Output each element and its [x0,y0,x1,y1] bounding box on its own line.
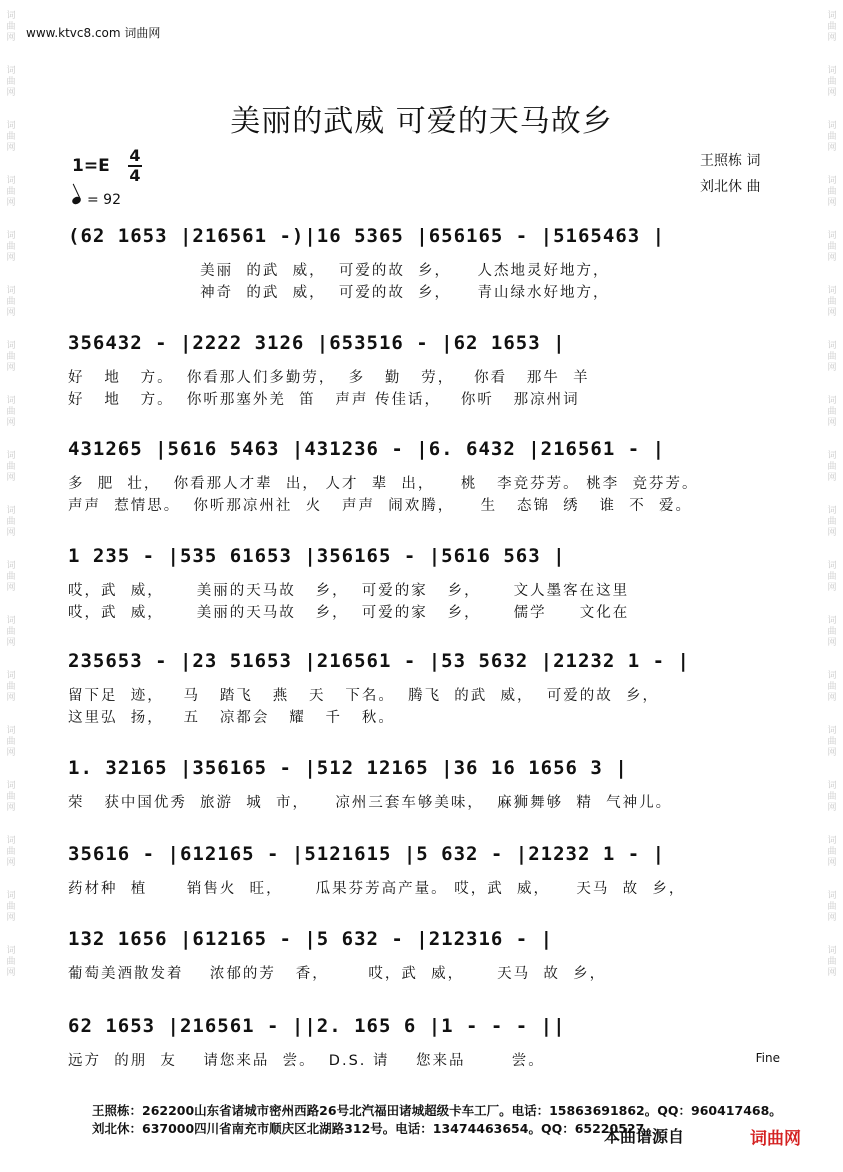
notation-line: 431265 |5616 5463 |431236 - |6. 6432 |216561 - | [68,438,666,460]
lyrics-verse-2: 好 地 方。 你听那塞外羌 笛 声声 传佳话， 你听 那凉州词 [68,392,580,408]
site-logo[interactable]: 词曲网 [750,1129,801,1149]
watermark-text: 词 曲 网 [6,286,16,318]
key-signature: 1=E [72,156,110,176]
composer-credit: 刘北休 曲 [700,179,761,195]
lyrics-verse-1: 留下足 迹， 马 踏飞 燕 天 下名。 腾飞 的武 威， 可爱的故 乡， [68,688,659,704]
watermark-text: 词 曲 网 [6,11,16,43]
notation-line: 356432 - |2222 3126 |653516 - |62 1653 | [68,332,566,354]
watermark-text: 词 曲 网 [827,561,837,593]
watermark-text: 词 曲 网 [6,121,16,153]
watermark-text: 词 曲 网 [827,616,837,648]
notation-line: 62 1653 |216561 - ||2. 165 6 |1 - - - || [68,1015,566,1037]
watermark-text: 词 曲 网 [827,946,837,978]
time-signature [128,148,142,184]
notation-line: 35616 - |612165 - |5121615 |5 632 - |21232 1 - | [68,843,666,865]
watermark-text: 词 曲 网 [827,781,837,813]
tempo-marking [72,192,121,208]
watermark-text: 词 曲 网 [6,836,16,868]
lyrics-verse-1: 远方 的朋 友 请您来品 尝。 D.S. 请 您来品 尝。 [68,1053,545,1069]
watermark-text: 词 曲 网 [6,341,16,373]
footer-contact-lyricist: 王照栋：262200山东省诸城市密州西路26号北汽福田诸城超级卡车工厂。电话：15863691862。QQ：960417468。 [92,1103,782,1118]
watermark-text: 词 曲 网 [827,66,837,98]
watermark-text: 词 曲 网 [6,671,16,703]
lyrics-verse-1: 药材种 植 销售火 旺， 瓜果芬芳高产量。 哎，武 威， 天马 故 乡， [68,881,686,897]
lyrics-verse-1: 好 地 方。 你看那人们多勤劳， 多 勤 劳， 你看 那牛 羊 [68,370,590,386]
lyrics-verse-1: 荣 获中国优秀 旅游 城 市， 凉州三套车够美味， 麻狮舞够 精 气神儿。 [68,795,673,811]
watermark-text: 词 曲 网 [827,671,837,703]
notation-line: 1 235 - |535 61653 |356165 - |5616 563 | [68,545,566,567]
watermark-column-right [821,0,843,1172]
lyrics-verse-2: 神奇 的武 威， 可爱的故 乡， 青山绿水好地方， [68,285,610,301]
watermark-text: 词 曲 网 [827,506,837,538]
watermark-text: 词 曲 网 [827,891,837,923]
time-signature-bottom: 4 [129,166,141,185]
watermark-text: 词 曲 网 [827,451,837,483]
footer-contact-composer: 刘北休：637000四川省南充市顺庆区北湖路312号。电话：13474463654。QQ：65220527 [92,1121,645,1136]
watermark-text: 词 曲 网 [827,231,837,263]
quarter-note-icon [71,195,82,205]
watermark-text: 词 曲 网 [6,946,16,978]
watermark-text: 词 曲 网 [6,891,16,923]
watermark-text: 词 曲 网 [6,506,16,538]
lyrics-verse-1: 哎，武 威， 美丽的天马故 乡， 可爱的家 乡， 文人墨客在这里 [68,583,630,599]
watermark-text: 词 曲 网 [6,451,16,483]
source-label: 本曲谱源自 [604,1127,685,1146]
watermark-column-left [0,0,22,1172]
watermark-text: 词 曲 网 [6,396,16,428]
lyrics-verse-2: 声声 惹情思。 你听那凉州社 火 声声 闹欢腾， 生 态锦 绣 谁 不 爱。 [68,498,692,514]
song-title: 美丽的武威 可爱的天马故乡 [230,104,613,139]
watermark-text: 词 曲 网 [827,176,837,208]
watermark-text: 词 曲 网 [827,726,837,758]
fine-marking: Fine [755,1051,780,1065]
watermark-text: 词 曲 网 [827,121,837,153]
notation-line: 1. 32165 |356165 - |512 12165 |36 16 1656 3 | [68,757,628,779]
lyrics-verse-1: 多 肥 壮， 你看那人才辈 出， 人才 辈 出， 桃 李竞芬芳。 桃李 竞芬芳。 [68,476,699,492]
tempo-value: = 92 [87,192,121,208]
notation-line: (62 1653 |216561 -)|16 5365 |656165 - |5165463 | [68,225,666,247]
watermark-text: 词 曲 网 [827,341,837,373]
time-signature-top: 4 [129,146,141,165]
lyrics-verse-1: 葡萄美酒散发着 浓郁的芳 香， 哎，武 威， 天马 故 乡， [68,966,607,982]
watermark-text: 词 曲 网 [827,11,837,43]
watermark-text: 词 曲 网 [6,616,16,648]
watermark-text: 词 曲 网 [6,66,16,98]
watermark-text: 词 曲 网 [6,176,16,208]
watermark-text: 词 曲 网 [6,726,16,758]
watermark-text: 词 曲 网 [827,286,837,318]
notation-line: 235653 - |23 51653 |216561 - |53 5632 |21232 1 - | [68,650,690,672]
watermark-text: 词 曲 网 [6,781,16,813]
lyrics-verse-1: 美丽 的武 威， 可爱的故 乡， 人杰地灵好地方， [68,263,610,279]
notation-line: 132 1656 |612165 - |5 632 - |212316 - | [68,928,554,950]
lyrics-verse-2: 哎，武 威， 美丽的天马故 乡， 可爱的家 乡， 儒学 文化在 [68,605,630,621]
lyrics-verse-2: 这里弘 扬， 五 凉都会 耀 千 秋。 [68,710,395,726]
watermark-text: 词 曲 网 [6,561,16,593]
watermark-text: 词 曲 网 [6,231,16,263]
watermark-text: 词 曲 网 [827,836,837,868]
site-url[interactable]: www.ktvc8.com 词曲网 [26,26,161,40]
watermark-text: 词 曲 网 [827,396,837,428]
lyricist-credit: 王照栋 词 [700,153,761,169]
